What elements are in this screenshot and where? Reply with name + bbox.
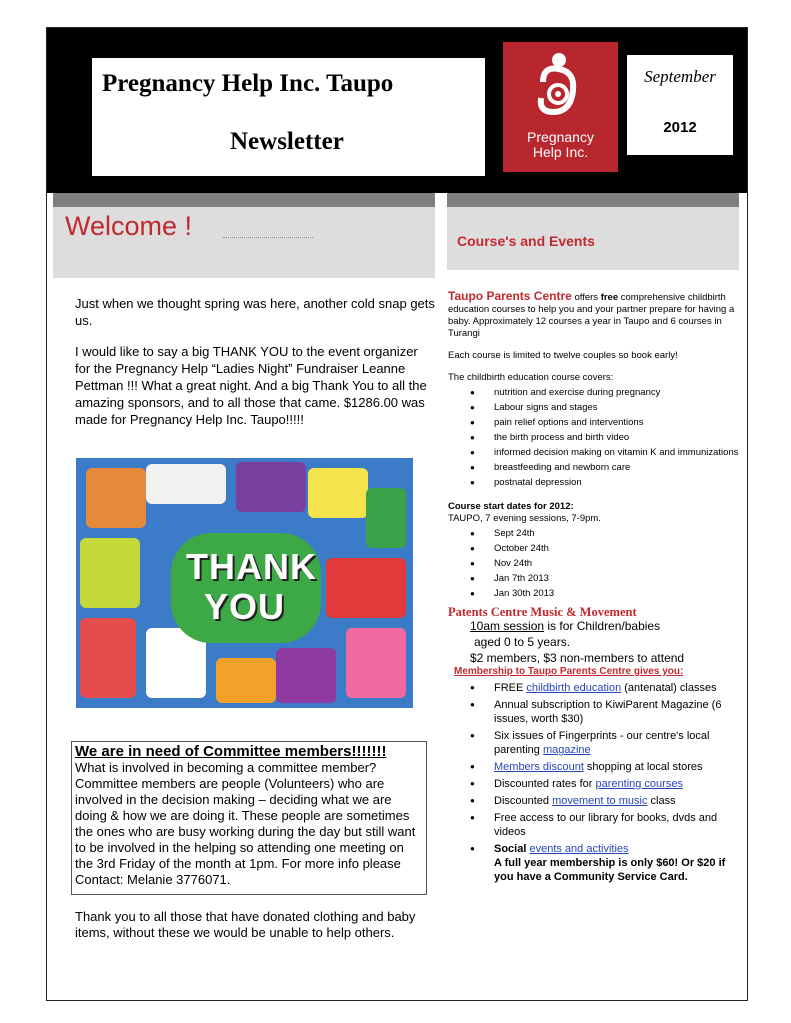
dates-subtitle: TAUPO, 7 evening sessions, 7-9pm. (448, 513, 601, 524)
list-item: ● postnatal depression (494, 477, 746, 489)
welcome-paragraph-2: I would like to say a big THANK YOU to the event organizer for the Pregnancy Help “Ladies Night” Fundraiser Leanne Pettman !!! What a great night. And a big Thank You to all the amazing sponsors, and to all those that came. $1286.00 was made for Pregnancy Help Inc. Taupo!!!!! (75, 344, 427, 427)
centre-name: Taupo Parents Centre (448, 289, 572, 303)
date-box (627, 55, 733, 155)
courses-column (448, 290, 746, 890)
list-item: ● Members discount shopping at local stores (494, 760, 746, 774)
list-item: ● pain relief options and interventions (494, 417, 746, 429)
title-box (92, 58, 485, 176)
dates-title: Course start dates for 2012: (448, 501, 574, 512)
centre-intro: Taupo Parents Centre offers free comprehensive childbirth education courses to help you and your partner prepare for having a baby. Approximately 12 courses a year in Taupo and 6 courses in Turangi (448, 289, 735, 339)
covers-text: The childbirth education course covers: (448, 372, 614, 383)
courses-band (447, 207, 739, 270)
membership-benefits (448, 681, 746, 884)
list-item: ● Jan 30th 2013 (494, 588, 746, 600)
list-item: ● October 24th (494, 543, 746, 555)
courses-heading: Course's and Events (457, 233, 595, 249)
welcome-band (53, 207, 435, 278)
mother-child-icon (503, 42, 618, 132)
header-bar (47, 28, 747, 193)
list-item: ● FREE childbirth education (antenatal) classes (494, 681, 746, 695)
events-activities-link[interactable]: events and activities (529, 843, 629, 855)
newsletter-subtitle: Newsletter (230, 128, 344, 155)
music-title: Patents Centre Music & Movement (448, 605, 637, 619)
list-item: ● Labour signs and stages (494, 402, 746, 414)
list-item: ● Annual subscription to KiwiParent Magazine (6 issues, worth $30) (494, 698, 746, 726)
list-item: ● breastfeeding and newborn care (494, 462, 746, 474)
list-item: ● Jan 7th 2013 (494, 573, 746, 585)
you-text: YOU (204, 586, 286, 627)
welcome-paragraph-1: Just when we thought spring was here, another cold snap gets us. (75, 296, 435, 328)
parenting-courses-link[interactable]: parenting courses (595, 778, 683, 790)
thank-text: THANK (186, 546, 317, 587)
newsletter-title: Pregnancy Help Inc. Taupo (102, 70, 394, 97)
pregnancy-help-logo (503, 42, 618, 172)
dates-list (448, 528, 746, 600)
right-divider-bar (447, 193, 739, 207)
left-divider-bar (53, 193, 435, 207)
issue-month: September (644, 67, 716, 86)
dotted-rule (223, 237, 313, 238)
list-item: ● Social events and activities A full year membership is only $60! Or $20 if you have a Community Service Card. (494, 842, 746, 884)
magazine-link[interactable]: magazine (542, 744, 591, 756)
list-item: ● Discounted rates for parenting courses (494, 777, 746, 791)
issue-year: 2012 (663, 119, 697, 136)
welcome-heading: Welcome ! (65, 211, 193, 241)
list-item: ● Discounted movement to music class (494, 794, 746, 808)
list-item: ● nutrition and exercise during pregnancy (494, 387, 746, 399)
list-item: ● Nov 24th (494, 558, 746, 570)
thank-you-board-photo (76, 458, 413, 708)
donations-thanks: Thank you to all those that have donated clothing and baby items, without these we would be unable to help others. (75, 909, 416, 940)
newsletter-page (46, 27, 748, 1001)
welcome-text (75, 295, 435, 442)
list-item: ● Sept 24th (494, 528, 746, 540)
childbirth-education-link[interactable]: childbirth education (526, 682, 622, 694)
limit-text: Each course is limited to twelve couples so book early! (448, 350, 678, 361)
committee-box (71, 741, 427, 895)
list-item: ● informed decision making on vitamin K and immunizations (494, 447, 746, 459)
committee-text: What is involved in becoming a committee member? Committee members are people (Volunteers) who are involved in the decision making – deciding what we are doing & how we are doing it. These people are sometimes the ones who are busy working during the day but still want to be involved in the helping so attending one meeting on the 3rd Friday of the month at 1pm. For more info please Contact: Melanie 3776071. (75, 760, 416, 887)
list-item: ● Six issues of Fingerprints - our centre's local parenting magazine (494, 729, 746, 757)
list-item: ● the birth process and birth video (494, 432, 746, 444)
music-details: 10am session is for Children/babies aged 0 to 5 years. $2 members, $3 non-members to attend (470, 619, 685, 665)
committee-heading: We are in need of Committee members!!!!!!! (75, 743, 387, 760)
members-discount-link[interactable]: Members discount (494, 761, 584, 773)
membership-title: Membership to Taupo Parents Centre gives you: (454, 666, 684, 677)
movement-to-music-link[interactable]: movement to music (552, 795, 648, 807)
list-item: ● Free access to our library for books, dvds and videos (494, 811, 746, 839)
logo-text: Pregnancy Help Inc. (527, 129, 594, 160)
topics-list (448, 387, 746, 489)
